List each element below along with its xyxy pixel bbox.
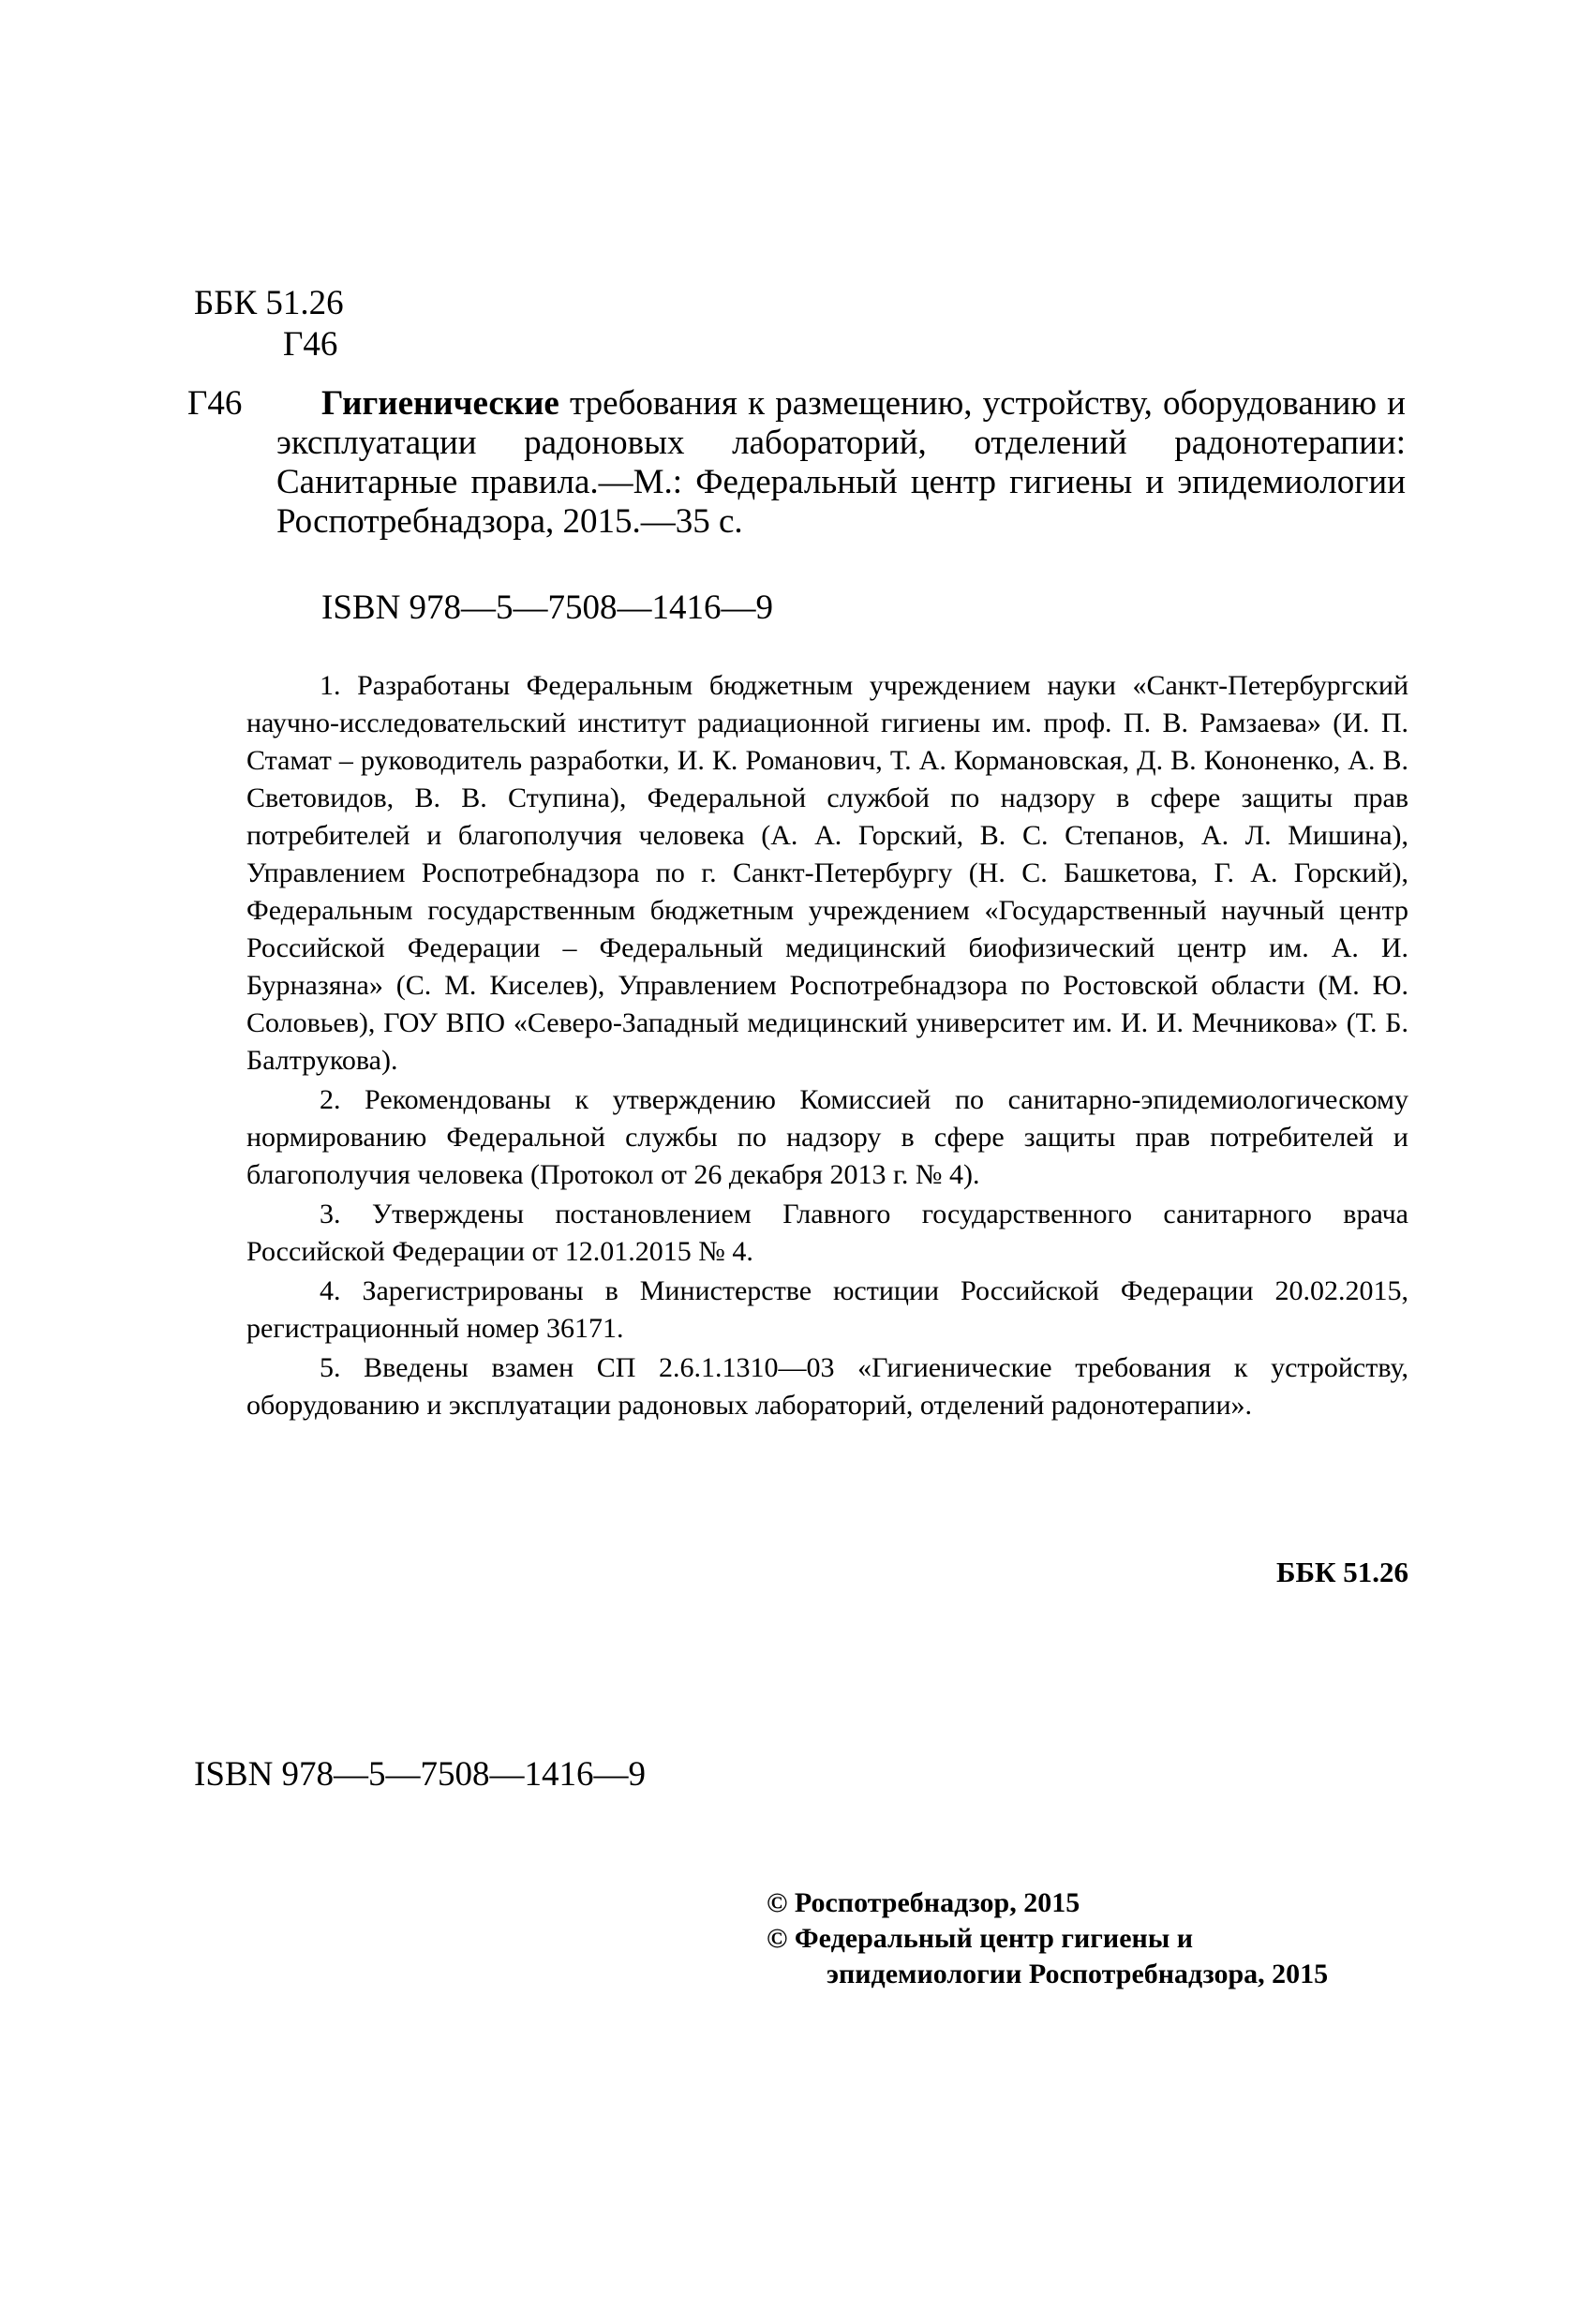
entry-description: требования к размещению, устройству, оборудованию и эксплуатации радоновых лабораторий, отделений радонотерапии: Санитарные правила.—М.: Федеральный центр гигиены и эпидемиологии Роспотребнадзора, 2015.—35 с. [276,384,1406,541]
bbk-code: ББК 51.26 [194,284,344,322]
bbk-footer-code: ББК 51.26 [1276,1556,1408,1588]
isbn-outer: ISBN 978—5—7508—1416—9 [194,1755,647,1794]
isbn-inner: ISBN 978—5—7508—1416—9 [321,588,774,627]
note-item: 3. Утверждены постановлением Главного государственного санитарного врача Российской Федерации от 12.01.2015 № 4. [246,1199,1408,1267]
note-item: 1. Разработаны Федеральным бюджетным учреждением науки «Санкт-Петербургский научно-исследовательский институт радиационной гигиены им. проф. П. В. Рамзаева» (И. П. Стамат – руководитель разработки, И. К. Романович, Т. А. Кормановская, Д. В. Кононенко, А. В. Световидов, В. В. Ступина), Федеральной службой по надзору в сфере защиты прав потребителей и благополучия человека (А. А. Горский, В. С. Степанов, А. Л. Мишина), Управлением Роспотребнадзора по г. Санкт-Петербургу (Н. С. Башкетова, Г. А. Горский), Федеральным государственным бюджетным учреждением «Государственный научный центр Российской Федерации – Федеральный медицинский биофизический центр им. А. И. Бурназяна» (С. М. Киселев), Управлением Роспотребнадзора по Ростовской области (М. Ю. Соловьев), ГОУ ВПО «Северо-Западный медицинский университет им. И. И. Мечникова» (Т. Б. Балтрукова). [246,670,1408,1076]
note-item: 4. Зарегистрированы в Министерстве юстиции Российской Федерации 20.02.2015, регистрационный номер 36171. [246,1275,1408,1344]
author-mark: Г46 [283,325,338,364]
note-item: 5. Введены взамен СП 2.6.1.1310—03 «Гигиенические требования к устройству, оборудованию и эксплуатации радоновых лабораторий, отделений радонотерапии». [246,1352,1408,1421]
copyright-line-2: © Федеральный центр гигиены и [767,1923,1194,1954]
entry-title-bold: Гигиенические [321,384,559,423]
entry-text [276,384,1406,542]
notes-list [246,667,1408,1426]
note-item: 2. Рекомендованы к утверждению Комиссией по санитарно-эпидемиологическому нормированию Федеральной службы по надзору в сфере защиты прав потребителей и благополучия человека (Протокол от 26 декабря 2013 г. № 4). [246,1084,1408,1190]
copyright-line-1: © Роспотребнадзор, 2015 [767,1887,1080,1918]
copyright-block [767,1885,1328,1992]
entry-author-mark: Г46 [187,384,243,423]
copyright-line-3: эпидемиологии Роспотребнадзора, 2015 [827,1959,1329,1989]
bibliographic-entry [187,384,1406,542]
bbk-header [194,283,344,365]
